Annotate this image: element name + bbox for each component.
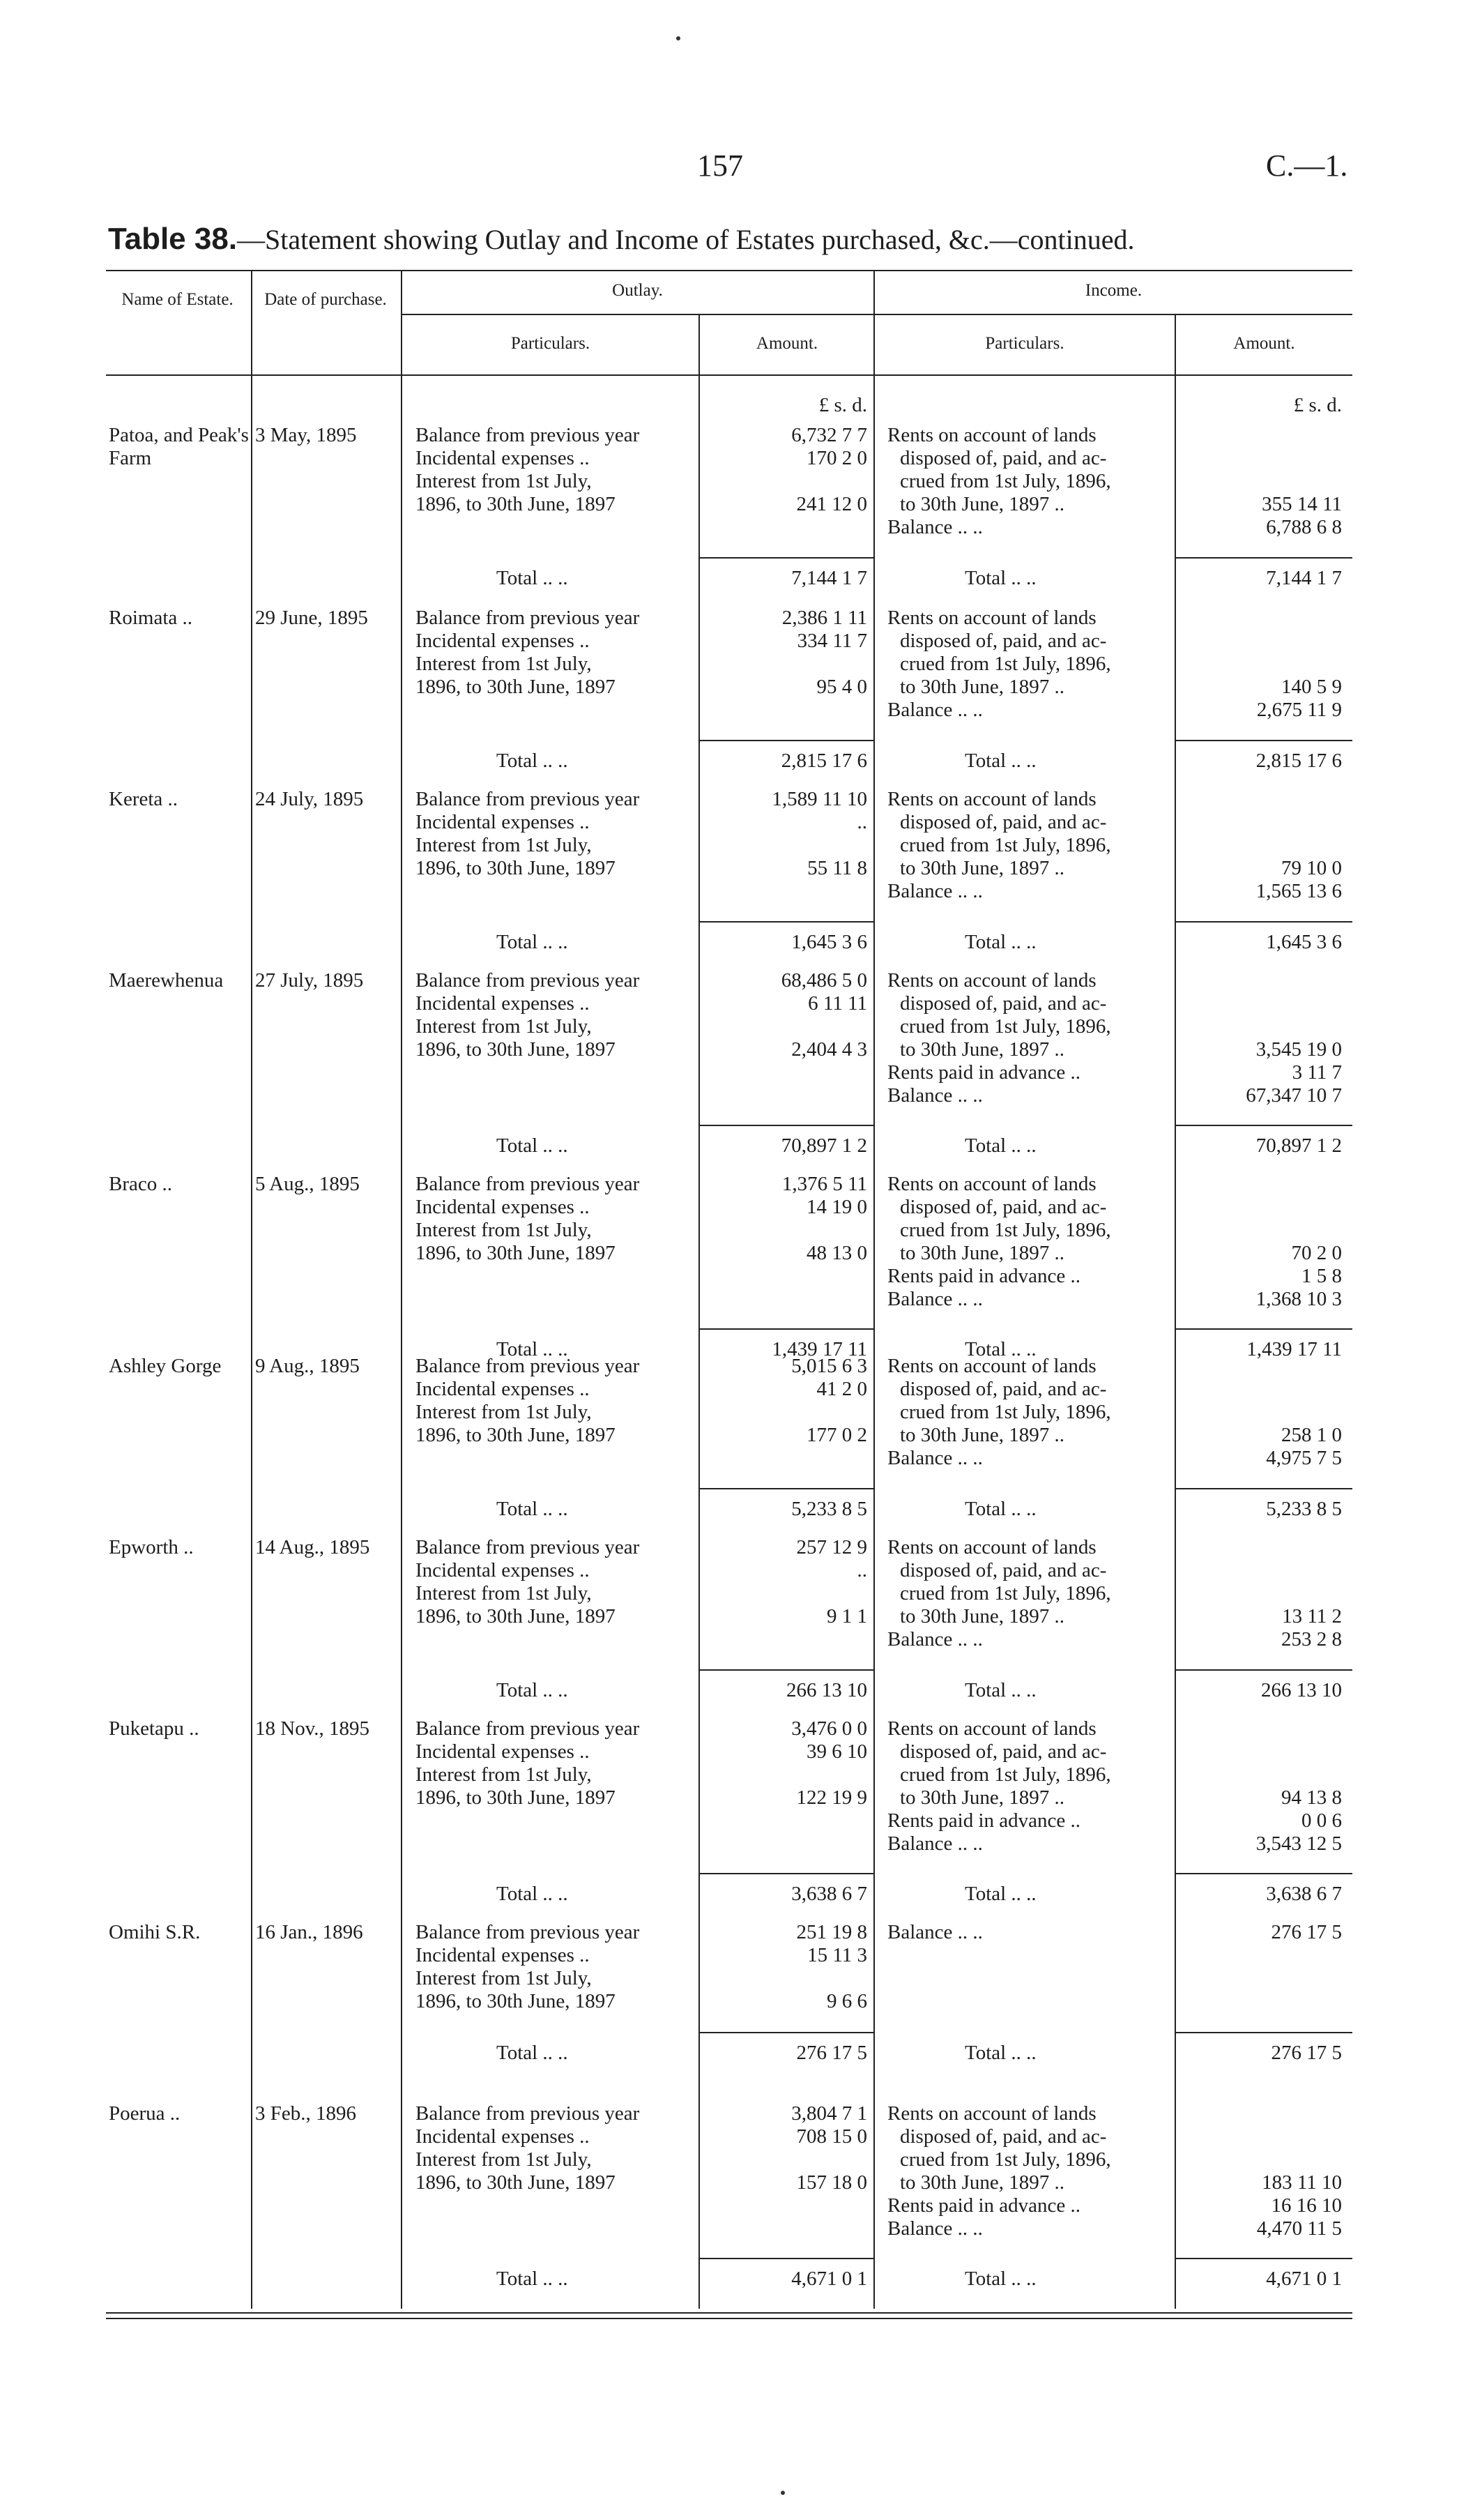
outlay-particular: Incidental expenses .. [415, 447, 590, 469]
income-total: 1,439 17 11 [1246, 1338, 1342, 1360]
income-total-label: Total .. .. [965, 1883, 1037, 1905]
outlay-particular: Interest from 1st July, [415, 834, 592, 856]
outlay-particular: Balance from previous year [415, 1717, 640, 1740]
income-total-rule [1176, 1669, 1352, 1671]
income-total-label: Total .. .. [965, 931, 1037, 953]
outlay-particular: Incidental expenses .. [415, 1944, 590, 1966]
income-total: 4,671 0 1 [1266, 2268, 1342, 2290]
outlay-particular: Balance from previous year [415, 1173, 640, 1195]
outlay-amount: .. [857, 1559, 867, 1581]
outlay-particular: Incidental expenses .. [415, 630, 590, 652]
outlay-total-rule [700, 1125, 874, 1126]
income-particular: Rents paid in advance .. [887, 1809, 1081, 1832]
outlay-total-rule [700, 1488, 874, 1489]
outlay-currency-header: £ s. d. [818, 394, 867, 416]
page-number: 157 [697, 149, 743, 183]
income-particular: disposed of, paid, and ac- [900, 1559, 1107, 1581]
income-total: 3,638 6 7 [1266, 1883, 1342, 1905]
document-reference: C.—1. [1266, 149, 1348, 183]
income-total-label: Total .. .. [965, 567, 1037, 589]
outlay-total-rule [700, 1873, 874, 1874]
outlay-total-label: Total .. .. [496, 1498, 568, 1520]
income-total-label: Total .. .. [965, 1679, 1037, 1701]
income-particular: Rents on account of lands [887, 1717, 1097, 1740]
outlay-amount: 3,476 0 0 [791, 1717, 867, 1740]
purchase-date: 27 July, 1895 [255, 969, 364, 992]
income-particular: to 30th June, 1897 .. [900, 857, 1065, 879]
income-particular: disposed of, paid, and ac- [900, 811, 1107, 833]
income-total-label: Total .. .. [965, 750, 1037, 772]
income-particular: disposed of, paid, and ac- [900, 1378, 1107, 1400]
income-amount: 16 16 10 [1271, 2194, 1342, 2217]
income-amount: 3 11 7 [1292, 1061, 1342, 1084]
outlay-amount: 170 2 0 [807, 447, 867, 469]
outlay-amount: 251 19 8 [796, 1921, 867, 1943]
outlay-particular: 1896, to 30th June, 1897 [415, 1424, 616, 1446]
income-amount: 355 14 11 [1262, 493, 1342, 515]
outlay-particular: Incidental expenses .. [415, 2125, 590, 2148]
outlay-particular: Balance from previous year [415, 424, 640, 446]
income-particular: Rents on account of lands [887, 1536, 1097, 1558]
outlay-particular: 1896, to 30th June, 1897 [415, 2171, 616, 2194]
income-amount: 6,788 6 8 [1266, 516, 1342, 538]
income-particular: Rents on account of lands [887, 788, 1097, 810]
col-header-name: Name of Estate. [121, 290, 234, 309]
income-total-rule [1176, 1125, 1352, 1126]
outlay-total: 5,233 8 5 [791, 1498, 867, 1520]
purchase-date: 3 May, 1895 [255, 424, 357, 446]
income-amount: 1 5 8 [1301, 1265, 1342, 1287]
outlay-amount: 14 19 0 [807, 1196, 867, 1218]
income-total: 5,233 8 5 [1266, 1498, 1342, 1520]
income-particular: to 30th June, 1897 .. [900, 493, 1065, 515]
outlay-particular: 1896, to 30th June, 1897 [415, 1242, 616, 1264]
income-particular: Balance .. .. [887, 1288, 983, 1310]
income-particular: disposed of, paid, and ac- [900, 1196, 1107, 1218]
outlay-particular: Incidental expenses .. [415, 1196, 590, 1218]
income-particular: disposed of, paid, and ac- [900, 2125, 1107, 2148]
col-rule-income [873, 270, 875, 2309]
estate-name: Omihi S.R. [109, 1921, 201, 1943]
purchase-date: 9 Aug., 1895 [255, 1355, 360, 1377]
income-particular: Rents on account of lands [887, 2102, 1097, 2125]
income-amount: 140 5 9 [1281, 676, 1342, 698]
col-rule-income-amount [1175, 314, 1176, 2309]
income-currency-header: £ s. d. [1293, 394, 1342, 416]
estate-name: Poerua .. [109, 2102, 181, 2125]
outlay-particular: Interest from 1st July, [415, 470, 592, 492]
outlay-particular: 1896, to 30th June, 1897 [415, 1990, 616, 2012]
income-amount: 3,545 19 0 [1255, 1038, 1342, 1061]
outlay-particular: Interest from 1st July, [415, 1763, 592, 1786]
outlay-total-label: Total .. .. [496, 2042, 568, 2064]
outlay-total: 3,638 6 7 [791, 1883, 867, 1905]
income-total-label: Total .. .. [965, 2268, 1037, 2290]
income-total-label: Total .. .. [965, 1134, 1037, 1157]
outlay-particular: Incidental expenses .. [415, 992, 590, 1015]
outlay-particular: 1896, to 30th June, 1897 [415, 1786, 616, 1809]
income-particular: Balance .. .. [887, 1447, 983, 1469]
income-particular: disposed of, paid, and ac- [900, 992, 1107, 1015]
outlay-particular: 1896, to 30th June, 1897 [415, 676, 616, 698]
income-amount: 276 17 5 [1271, 1921, 1342, 1943]
income-amount: 13 11 2 [1282, 1605, 1342, 1627]
income-amount: 67,347 10 7 [1246, 1084, 1342, 1107]
income-amount: 70 2 0 [1291, 1242, 1342, 1264]
outlay-amount: 55 11 8 [807, 857, 867, 879]
outlay-particular: Interest from 1st July, [415, 1401, 592, 1423]
outlay-total: 1,439 17 11 [772, 1338, 867, 1360]
col-header-outlay: Outlay. [612, 281, 663, 300]
outlay-particular: 1896, to 30th June, 1897 [415, 857, 616, 879]
outlay-particular: Interest from 1st July, [415, 1582, 592, 1604]
income-particular: Rents on account of lands [887, 424, 1097, 446]
income-particular: Balance .. .. [887, 880, 983, 902]
income-particular: disposed of, paid, and ac- [900, 447, 1107, 469]
outlay-amount: 122 19 9 [796, 1786, 867, 1809]
print-speck [676, 36, 680, 40]
outlay-amount: 6,732 7 7 [791, 424, 867, 446]
outlay-particular: Incidental expenses .. [415, 811, 590, 833]
outlay-particular: 1896, to 30th June, 1897 [415, 1605, 616, 1627]
income-particular: Rents on account of lands [887, 1355, 1097, 1377]
col-header-date: Date of purchase. [264, 290, 387, 309]
income-total: 266 13 10 [1261, 1679, 1342, 1701]
outlay-total: 1,645 3 6 [791, 931, 867, 953]
outlay-total-rule [700, 1669, 874, 1671]
income-amount: 4,470 11 5 [1256, 2217, 1342, 2240]
income-particular: Balance .. .. [887, 699, 983, 721]
outlay-amount: 5,015 6 3 [791, 1355, 867, 1377]
header-bottom-rule [106, 374, 1352, 376]
income-amount: 94 13 8 [1281, 1786, 1342, 1809]
income-total: 276 17 5 [1271, 2042, 1342, 2064]
outlay-total-rule [700, 557, 874, 559]
income-particular: crued from 1st July, 1896, [900, 834, 1111, 856]
outlay-particular: Interest from 1st July, [415, 1015, 592, 1038]
outlay-particular: Balance from previous year [415, 607, 640, 629]
estate-name: Braco .. [109, 1173, 172, 1195]
income-amount: 0 0 6 [1301, 1809, 1342, 1832]
income-total: 70,897 1 2 [1255, 1134, 1342, 1157]
outlay-particular: Interest from 1st July, [415, 1219, 592, 1241]
income-particular: to 30th June, 1897 .. [900, 1038, 1065, 1061]
income-total-rule [1176, 2032, 1352, 2033]
income-amount: 183 11 10 [1262, 2171, 1342, 2194]
income-amount: 1,368 10 3 [1255, 1288, 1342, 1310]
income-particular: crued from 1st July, 1896, [900, 1219, 1111, 1241]
col-rule-outlay [401, 270, 402, 2309]
outlay-particular: Incidental expenses .. [415, 1378, 590, 1400]
income-particular: Rents on account of lands [887, 607, 1097, 629]
outlay-amount: 2,404 4 3 [791, 1038, 867, 1061]
outlay-particular: Balance from previous year [415, 2102, 640, 2125]
purchase-date: 29 June, 1895 [255, 607, 368, 629]
outlay-particular: Incidental expenses .. [415, 1740, 590, 1763]
outlay-particular: Balance from previous year [415, 1355, 640, 1377]
estate-name: Ashley Gorge [109, 1355, 222, 1377]
outlay-total-rule [700, 2258, 874, 2259]
income-total-label: Total .. .. [965, 2042, 1037, 2064]
income-amount: 79 10 0 [1281, 857, 1342, 879]
income-total-rule [1176, 740, 1352, 741]
outlay-total-label: Total .. .. [496, 1679, 568, 1701]
income-particular: Balance .. .. [887, 2217, 983, 2240]
income-total-rule [1176, 557, 1352, 559]
income-particular: Rents paid in advance .. [887, 1265, 1081, 1287]
purchase-date: 18 Nov., 1895 [255, 1717, 370, 1740]
outlay-particular: Balance from previous year [415, 788, 640, 810]
outlay-amount: 177 0 2 [807, 1424, 867, 1446]
outlay-total-label: Total .. .. [496, 931, 568, 953]
income-total-rule [1176, 1328, 1352, 1330]
col-header-outlay-particulars: Particulars. [510, 334, 590, 353]
income-particular: disposed of, paid, and ac- [900, 630, 1107, 652]
income-particular: Balance .. .. [887, 1084, 983, 1107]
outlay-amount: 2,386 1 11 [781, 607, 867, 629]
col-header-income: Income. [1085, 281, 1143, 300]
outlay-particular: Incidental expenses .. [415, 1559, 590, 1581]
outlay-amount: 708 15 0 [796, 2125, 867, 2148]
estate-name: Maerewhenua [109, 969, 224, 992]
income-particular: Balance .. .. [887, 1921, 983, 1943]
outlay-particular: Interest from 1st July, [415, 1967, 592, 1989]
income-particular: to 30th June, 1897 .. [900, 1605, 1065, 1627]
outlay-particular: Balance from previous year [415, 1921, 640, 1943]
outlay-total-label: Total .. .. [496, 1134, 568, 1157]
purchase-date: 5 Aug., 1895 [255, 1173, 360, 1195]
outlay-amount: 1,589 11 10 [772, 788, 867, 810]
outlay-total: 266 13 10 [786, 1679, 867, 1701]
income-amount: 258 1 0 [1281, 1424, 1342, 1446]
print-speck [781, 2491, 785, 2495]
income-total-label: Total .. .. [965, 1338, 1037, 1360]
estate-name: Roimata .. [109, 607, 193, 629]
col-header-income-amount: Amount. [1233, 334, 1295, 353]
outlay-amount: 6 11 11 [808, 992, 867, 1015]
outlay-amount: 39 6 10 [807, 1740, 867, 1763]
income-total-rule [1176, 1488, 1352, 1489]
table-label: Table 38. [108, 222, 238, 256]
outlay-particular: 1896, to 30th June, 1897 [415, 1038, 616, 1061]
income-particular: to 30th June, 1897 .. [900, 676, 1065, 698]
outlay-amount: 1,376 5 11 [781, 1173, 867, 1195]
income-particular: Balance .. .. [887, 1628, 983, 1650]
outlay-total: 4,671 0 1 [791, 2268, 867, 2290]
outlay-total-rule [700, 740, 874, 741]
income-amount: 1,565 13 6 [1255, 880, 1342, 902]
table-title [108, 222, 1135, 257]
outlay-amount: 257 12 9 [796, 1536, 867, 1558]
income-particular: to 30th June, 1897 .. [900, 1786, 1065, 1809]
outlay-amount: 48 13 0 [807, 1242, 867, 1264]
income-particular: crued from 1st July, 1896, [900, 2148, 1111, 2171]
income-total-rule [1176, 2258, 1352, 2259]
table-top-rule [106, 270, 1352, 271]
purchase-date: 16 Jan., 1896 [255, 1921, 363, 1943]
outlay-total-rule [700, 1328, 874, 1330]
outlay-total-label: Total .. .. [496, 1338, 568, 1360]
income-particular: Rents on account of lands [887, 969, 1097, 992]
outlay-total: 7,144 1 7 [791, 567, 867, 589]
estate-name: Patoa, and Peak's Farm [109, 424, 249, 469]
income-particular: to 30th June, 1897 .. [900, 2171, 1065, 2194]
outlay-total-label: Total .. .. [496, 1883, 568, 1905]
income-particular: crued from 1st July, 1896, [900, 653, 1111, 675]
outlay-total-label: Total .. .. [496, 750, 568, 772]
income-total: 7,144 1 7 [1266, 567, 1342, 589]
income-total-rule [1176, 1873, 1352, 1874]
outlay-total: 70,897 1 2 [781, 1134, 867, 1157]
outlay-particular: Interest from 1st July, [415, 653, 592, 675]
income-amount: 4,975 7 5 [1266, 1447, 1342, 1469]
table-bottom-rule [106, 2312, 1352, 2314]
outlay-amount: 9 6 6 [827, 1990, 867, 2012]
income-particular: crued from 1st July, 1896, [900, 1582, 1111, 1604]
outlay-total: 276 17 5 [796, 2042, 867, 2064]
income-particular: crued from 1st July, 1896, [900, 1015, 1111, 1038]
outlay-amount: 15 11 3 [807, 1944, 867, 1966]
outlay-amount: 3,804 7 1 [791, 2102, 867, 2125]
income-particular: crued from 1st July, 1896, [900, 1763, 1111, 1786]
purchase-date: 14 Aug., 1895 [255, 1536, 370, 1558]
income-particular: to 30th June, 1897 .. [900, 1242, 1065, 1264]
outlay-amount: 41 2 0 [816, 1378, 867, 1400]
purchase-date: 3 Feb., 1896 [255, 2102, 356, 2125]
estate-name: Kereta .. [109, 788, 178, 810]
income-total: 1,645 3 6 [1266, 931, 1342, 953]
income-total-rule [1176, 921, 1352, 923]
income-total-label: Total .. .. [965, 1498, 1037, 1520]
income-amount: 2,675 11 9 [1256, 699, 1342, 721]
income-particular: disposed of, paid, and ac- [900, 1740, 1107, 1763]
outlay-particular: 1896, to 30th June, 1897 [415, 493, 616, 515]
income-amount: 253 2 8 [1281, 1628, 1342, 1650]
estate-name: Puketapu .. [109, 1717, 199, 1740]
col-header-outlay-amount: Amount. [756, 334, 818, 353]
outlay-total: 2,815 17 6 [781, 750, 867, 772]
outlay-amount: 241 12 0 [796, 493, 867, 515]
income-particular: crued from 1st July, 1896, [900, 1401, 1111, 1423]
outlay-amount: 95 4 0 [816, 676, 867, 698]
income-particular: Balance .. .. [887, 516, 983, 538]
outlay-total-rule [700, 2032, 874, 2033]
outlay-amount: .. [857, 811, 867, 833]
income-particular: to 30th June, 1897 .. [900, 1424, 1065, 1446]
income-amount: 3,543 12 5 [1255, 1832, 1342, 1855]
income-particular: crued from 1st July, 1896, [900, 470, 1111, 492]
outlay-particular: Balance from previous year [415, 1536, 640, 1558]
income-total: 2,815 17 6 [1255, 750, 1342, 772]
purchase-date: 24 July, 1895 [255, 788, 364, 810]
outlay-total-rule [700, 921, 874, 923]
income-particular: Rents paid in advance .. [887, 1061, 1081, 1084]
outlay-total-label: Total .. .. [496, 2268, 568, 2290]
estate-name: Epworth .. [109, 1536, 194, 1558]
income-particular: Rents paid in advance .. [887, 2194, 1081, 2217]
outlay-particular: Interest from 1st July, [415, 2148, 592, 2171]
outlay-total-label: Total .. .. [496, 567, 568, 589]
table-bottom-rule-double [106, 2318, 1352, 2319]
outlay-amount: 68,486 5 0 [781, 969, 867, 992]
col-header-income-particulars: Particulars. [985, 334, 1064, 353]
outlay-amount: 157 18 0 [796, 2171, 867, 2194]
col-rule-date [251, 270, 252, 2309]
income-particular: Balance .. .. [887, 1832, 983, 1855]
table-title-text: —Statement showing Outlay and Income of Estates purchased, &c.—continued. [237, 224, 1135, 255]
outlay-amount: 9 1 1 [827, 1605, 867, 1627]
outlay-particular: Balance from previous year [415, 969, 640, 992]
income-particular: Rents on account of lands [887, 1173, 1097, 1195]
outlay-amount: 334 11 7 [797, 630, 867, 652]
header-mid-rule [401, 314, 1352, 315]
